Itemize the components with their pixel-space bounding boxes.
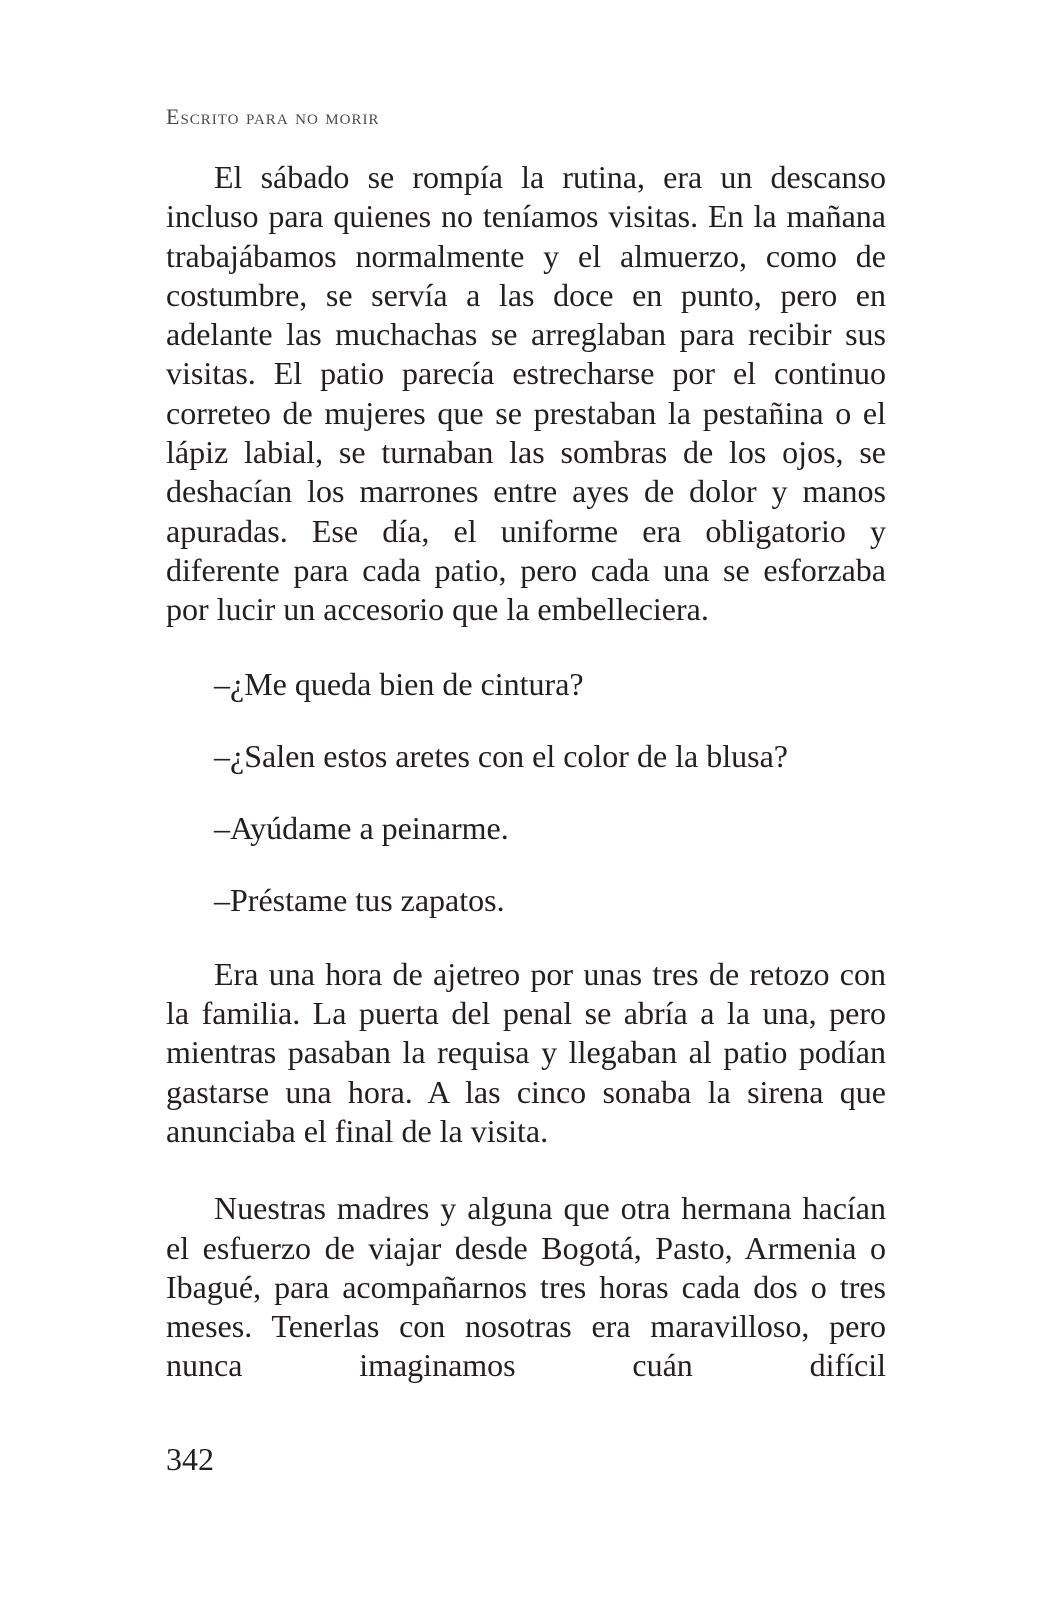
dialogue-line: –Préstame tus zapatos.: [214, 882, 505, 919]
paragraph: El sábado se rompía la rutina, era un descanso incluso para quienes no teníamos visitas. En la mañana trabajábamos normalmente y el almuerzo, como de costumbre, se servía a las doce en punto, pero en adelante las muchachas se arreglaban para recibir sus visitas. El patio parecía estrecharse por el continuo correteo de mujeres que se prestaban la pestañina o el lápiz labial, se turnaban las sombras de los ojos, se deshacían los marrones entre ayes de dolor y manos apuradas. Ese día, el uniforme era obligatorio y diferente para cada patio, pero cada una se esforzaba por lucir un accesorio que la embelleciera.: [166, 159, 886, 628]
dialogue-line: –Ayúdame a peinarme.: [214, 810, 509, 847]
dialogue-line: –¿Salen estos aretes con el color de la blusa?: [214, 737, 788, 774]
dialogue-line: –¿Me queda bien de cintura?: [214, 665, 584, 702]
paragraph: Era una hora de ajetreo por unas tres de retozo con la familia. La puerta del penal se abría a la una, pero mientras pasaban la requisa y llegaban al patio podían gastarse una hora. A las cinco sonaba la sirena que anunciaba el final de la visita.: [166, 955, 886, 1149]
body-text: [166, 158, 886, 1386]
paragraph: Nuestras madres y alguna que otra hermana hacían el esfuerzo de viajar desde Bogotá, Pasto, Armenia o Ibagué, para acompañarnos tres horas cada dos o tres meses. Tenerlas con nosotras era maravilloso, pero nunca imaginamos cuán difícil: [166, 1190, 886, 1384]
page-number: 342: [166, 1441, 214, 1477]
running-head: Escrito para no morir: [166, 104, 380, 129]
